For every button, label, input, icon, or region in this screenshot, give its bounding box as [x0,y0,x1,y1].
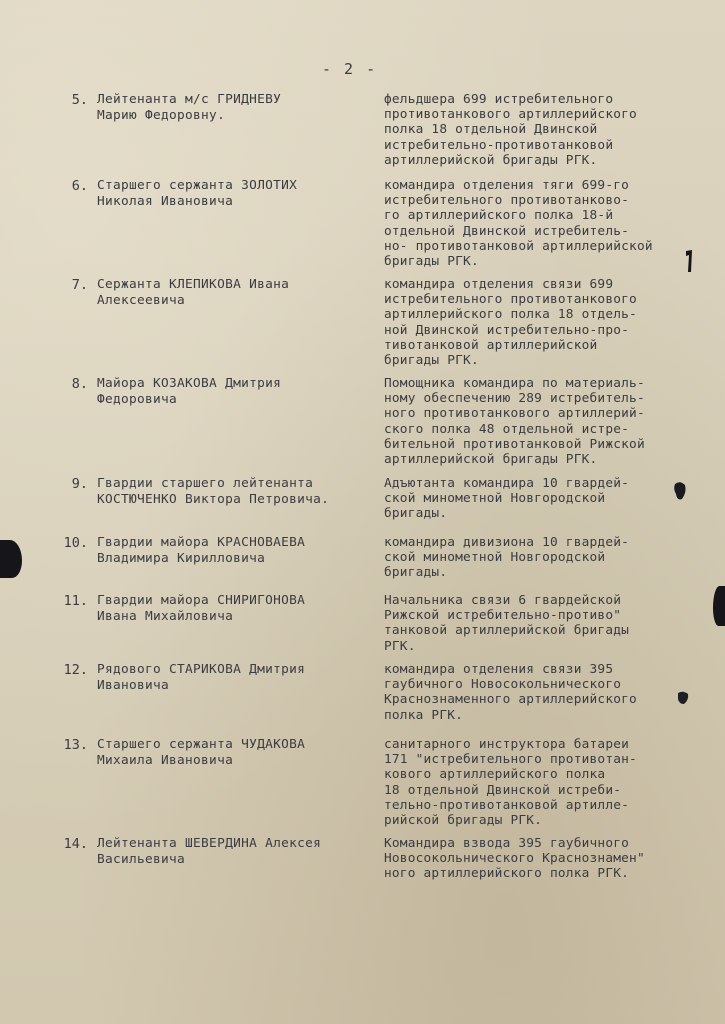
pen-tick-mark [682,248,696,274]
entry-position: Командира взвода 395 гаубичного Новосокольнического Краснознамен" ного артиллерийского полка РГК. [384,836,645,882]
entry-name: Сержанта КЛЕПИКОВА Ивана Алексеевича [97,277,290,308]
entry-name: Рядового СТАРИКОВА Дмитрия Ивановича [97,662,306,693]
entry-number: 7. [71,277,88,293]
entry-position: командира дивизиона 10 гвардей- ской минометной Новгородской бригады. [384,535,630,581]
entry-name: Старшего сержанта ЧУДАКОВА Михаила Ивановича [97,737,306,768]
entry-number: 6. [71,178,88,194]
entry-name: Гвардии старшего лейтенанта КОСТЮЧЕНКО Виктора Петровича. [97,476,330,507]
entry-number: 13. [63,737,88,753]
entry-name: Гвардии майора СНИРИГОНОВА Ивана Михайловича [97,593,306,624]
torn-edge [0,540,22,578]
entry-position: Адъютанта командира 10 гвардей- ской минометной Новгородской бригады. [384,476,630,522]
entry-name: Майора КОЗАКОВА Дмитрия Федоровича [97,376,282,407]
entry-position: командира отделения связи 395 гаубичного Новосокольнического Краснознаменного артиллерийского полка РГК. [384,662,637,723]
entry-position: Начальника связи 6 гвардейской Рижской истребительно-противо" танковой артиллерийской бригады РГК. [384,593,630,654]
entry-name: Лейтенанта ШЕВЕРДИНА Алексея Васильевича [97,836,322,867]
entry-position: командира отделения связи 699 истребительного противотанкового артиллерийского полка 18 отдель- ной Двинской истребительно-про- тивотанковой артиллерийской бригады РГК. [384,277,637,369]
entry-position: фельдшера 699 истребительного противотанкового артиллерийского полка 18 отдельной Двинской истребительно-противотанковой артиллерийской бригады РГК. [384,92,637,168]
entry-name: Лейтенанта м/с ГРИДНЕВУ Марию Федоровну. [97,92,282,123]
entry-position: Помощника командира по материаль- ному обеспечению 289 истребитель- ного противотанкового артиллерий- ского полка 48 отдельной истре- бительной противотанковой Рижской артиллерийской бригады РГК. [384,376,645,468]
entry-position: санитарного инструктора батареи 171 "истребительного противотан- кового артиллерийского полка 18 отдельной Двинской истреби- тельно-противотанковой артилле- рийской бригады РГК. [384,737,637,829]
entry-position: командира отделения тяги 699-го истребительного противотанково- го артиллерийского полка 18-й отдельной Двинской истребитель- но- противотанковой артиллерийской бригады РГК. [384,178,653,270]
entry-name: Старшего сержанта ЗОЛОТИХ Николая Ивановича [97,178,298,209]
entry-name: Гвардии майора КРАСНОВАЕВА Владимира Кирилловича [97,535,306,566]
entry-number: 11. [63,593,88,609]
entry-number: 14. [63,836,88,852]
page-number: - 2 - [322,60,378,78]
ink-blot [676,690,690,706]
entry-number: 12. [63,662,88,678]
entry-number: 9. [71,476,88,492]
entry-number: 8. [71,376,88,392]
torn-edge [713,586,725,626]
entry-number: 10. [63,535,88,551]
ink-blot [672,480,688,502]
entry-number: 5. [71,92,88,108]
